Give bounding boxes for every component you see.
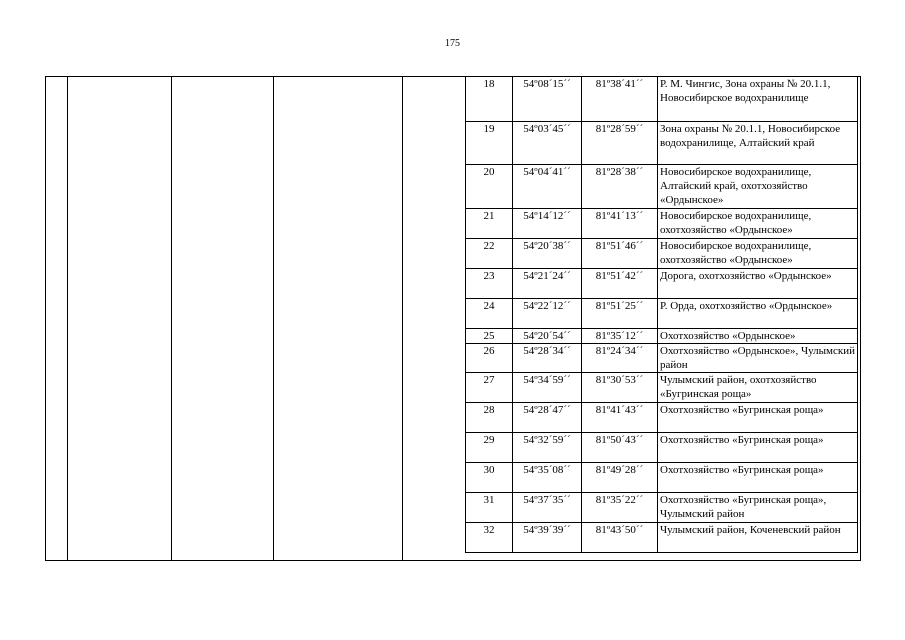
point-number-cell: 22: [466, 239, 513, 269]
longitude-cell: 81º35´22´´: [582, 493, 658, 523]
longitude-cell: 81º41´13´´: [582, 209, 658, 239]
longitude-cell: 81º41´43´´: [582, 403, 658, 433]
description-cell: Р. Орда, охотхозяйство «Ордынское»: [658, 299, 858, 329]
longitude-cell: 81º43´50´´: [582, 523, 658, 553]
table-row: [466, 493, 858, 523]
table-row: [466, 344, 858, 373]
column-border: [273, 76, 274, 561]
table-row: [466, 122, 858, 165]
point-number-cell: 25: [466, 329, 513, 344]
latitude-cell: 54º20´54´´: [513, 329, 582, 344]
description-cell: Дорога, охотхозяйство «Ордынское»: [658, 269, 858, 299]
description-cell: Охотхозяйство «Бугринская роща»: [658, 403, 858, 433]
page-number: 175: [445, 38, 460, 49]
longitude-cell: 81º51´42´´: [582, 269, 658, 299]
point-number-cell: 18: [466, 77, 513, 122]
description-cell: Новосибирское водохранилище, Алтайский край, охотхозяйство «Ордынское»: [658, 165, 858, 209]
longitude-cell: 81º28´38´´: [582, 165, 658, 209]
description-cell: Охотхозяйство «Бугринская роща», Чулымский район: [658, 493, 858, 523]
latitude-cell: 54º34´59´´: [513, 373, 582, 403]
latitude-cell: 54º03´45´´: [513, 122, 582, 165]
point-number-cell: 29: [466, 433, 513, 463]
column-border: [45, 76, 46, 561]
latitude-cell: 54º20´38´´: [513, 239, 582, 269]
longitude-cell: 81º30´53´´: [582, 373, 658, 403]
latitude-cell: 54º08´15´´: [513, 77, 582, 122]
description-cell: Охотхозяйство «Бугринская роща»: [658, 433, 858, 463]
point-number-cell: 24: [466, 299, 513, 329]
longitude-cell: 81º49´28´´: [582, 463, 658, 493]
table-row: [466, 299, 858, 329]
latitude-cell: 54º28´47´´: [513, 403, 582, 433]
table-bottom-border: [45, 560, 861, 561]
coordinates-table: [45, 76, 861, 561]
latitude-cell: 54º28´34´´: [513, 344, 582, 373]
point-number-cell: 28: [466, 403, 513, 433]
latitude-cell: 54º04´41´´: [513, 165, 582, 209]
point-number-cell: 19: [466, 122, 513, 165]
table-row: [466, 463, 858, 493]
description-cell: Чулымский район, Коченевский район: [658, 523, 858, 553]
table-row: [466, 523, 858, 553]
point-number-cell: 31: [466, 493, 513, 523]
description-cell: Новосибирское водохранилище, охотхозяйство «Ордынское»: [658, 239, 858, 269]
description-cell: Новосибирское водохранилище, охотхозяйство «Ордынское»: [658, 209, 858, 239]
description-cell: Охотхозяйство «Бугринская роща»: [658, 463, 858, 493]
point-number-cell: 30: [466, 463, 513, 493]
column-border: [860, 76, 861, 561]
table-row: [466, 165, 858, 209]
longitude-cell: 81º50´43´´: [582, 433, 658, 463]
latitude-cell: 54º32´59´´: [513, 433, 582, 463]
latitude-cell: 54º14´12´´: [513, 209, 582, 239]
longitude-cell: 81º28´59´´: [582, 122, 658, 165]
latitude-cell: 54º22´12´´: [513, 299, 582, 329]
latitude-cell: 54º39´39´´: [513, 523, 582, 553]
table-row: [466, 403, 858, 433]
description-cell: Охотхозяйство «Ордынское», Чулымский район: [658, 344, 858, 373]
description-cell: Р. М. Чингис, Зона охраны № 20.1.1, Новосибирское водохранилище: [658, 77, 858, 122]
latitude-cell: 54º21´24´´: [513, 269, 582, 299]
description-cell: Зона охраны № 20.1.1, Новосибирское водохранилище, Алтайский край: [658, 122, 858, 165]
column-border: [402, 76, 403, 561]
longitude-cell: 81º51´46´´: [582, 239, 658, 269]
table-row: [466, 433, 858, 463]
points-table: [465, 76, 858, 553]
point-number-cell: 21: [466, 209, 513, 239]
table-row: [466, 329, 858, 344]
table-row: [466, 373, 858, 403]
latitude-cell: 54º35´08´´: [513, 463, 582, 493]
table-row: [466, 77, 858, 122]
point-number-cell: 27: [466, 373, 513, 403]
table-row: [466, 269, 858, 299]
longitude-cell: 81º24´34´´: [582, 344, 658, 373]
longitude-cell: 81º38´41´´: [582, 77, 658, 122]
point-number-cell: 32: [466, 523, 513, 553]
table-row: [466, 239, 858, 269]
point-number-cell: 26: [466, 344, 513, 373]
longitude-cell: 81º51´25´´: [582, 299, 658, 329]
point-number-cell: 23: [466, 269, 513, 299]
latitude-cell: 54º37´35´´: [513, 493, 582, 523]
column-border: [171, 76, 172, 561]
description-cell: Чулымский район, охотхозяйство «Бугринская роща»: [658, 373, 858, 403]
table-row: [466, 209, 858, 239]
description-cell: Охотхозяйство «Ордынское»: [658, 329, 858, 344]
longitude-cell: 81º35´12´´: [582, 329, 658, 344]
point-number-cell: 20: [466, 165, 513, 209]
column-border: [67, 76, 68, 561]
